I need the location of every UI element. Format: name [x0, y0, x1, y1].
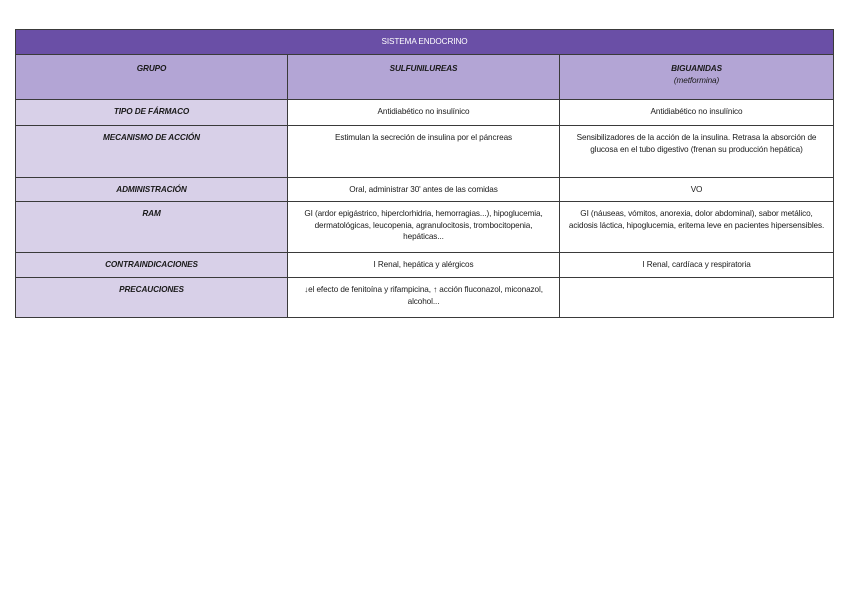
- table-title: SISTEMA ENDOCRINO: [16, 30, 834, 55]
- table-row: [16, 100, 834, 126]
- header-sulfonylureas: SULFUNILUREAS: [288, 55, 560, 100]
- cell-sulfonylureas: Antidiabético no insulínico: [288, 100, 560, 126]
- header-biguanides-sub: (metformina): [673, 75, 720, 85]
- cell-sulfonylureas: Oral, administrar 30' antes de las comidas: [288, 178, 560, 202]
- document-sheet: [15, 29, 833, 318]
- cell-sulfonylureas: Estimulan la secreción de insulina por el páncreas: [288, 126, 560, 178]
- table-title-row: [16, 30, 834, 55]
- header-biguanides-label: BIGUANIDAS: [671, 64, 722, 73]
- endocrine-system-table: [15, 29, 834, 318]
- row-label: RAM: [16, 202, 288, 253]
- row-label: ADMINISTRACIÓN: [16, 178, 288, 202]
- cell-sulfonylureas: ↓el efecto de fenitoína y rifampicina, ↑ acción fluconazol, miconazol, alcohol...: [288, 278, 560, 318]
- cell-biguanides: [560, 278, 834, 318]
- row-label: MECANISMO DE ACCIÓN: [16, 126, 288, 178]
- table-row: [16, 126, 834, 178]
- cell-biguanides: I Renal, cardíaca y respiratoria: [560, 253, 834, 278]
- cell-biguanides: GI (náuseas, vómitos, anorexia, dolor abdominal), sabor metálico, acidosis láctica, hipoglucemia, eritema leve en pacientes hipersensibles.: [560, 202, 834, 253]
- table-row: [16, 178, 834, 202]
- table-row: [16, 253, 834, 278]
- cell-biguanides: Antidiabético no insulínico: [560, 100, 834, 126]
- header-group: GRUPO: [16, 55, 288, 100]
- cell-sulfonylureas: GI (ardor epigástrico, hiperclorhidria, hemorragias...), hipoglucemia, dermatológicas, leucopenia, agranulocitosis, trombocitopenia, hepáticas...: [288, 202, 560, 253]
- cell-sulfonylureas: I Renal, hepática y alérgicos: [288, 253, 560, 278]
- cell-biguanides: VO: [560, 178, 834, 202]
- row-label: PRECAUCIONES: [16, 278, 288, 318]
- table-row: [16, 202, 834, 253]
- table-row: [16, 278, 834, 318]
- table-header-row: [16, 55, 834, 100]
- cell-biguanides: Sensibilizadores de la acción de la insulina. Retrasa la absorción de glucosa en el tubo digestivo (frenan su producción hepática): [560, 126, 834, 178]
- row-label: TIPO DE FÁRMACO: [16, 100, 288, 126]
- header-biguanides: [560, 55, 834, 100]
- row-label: CONTRAINDICACIONES: [16, 253, 288, 278]
